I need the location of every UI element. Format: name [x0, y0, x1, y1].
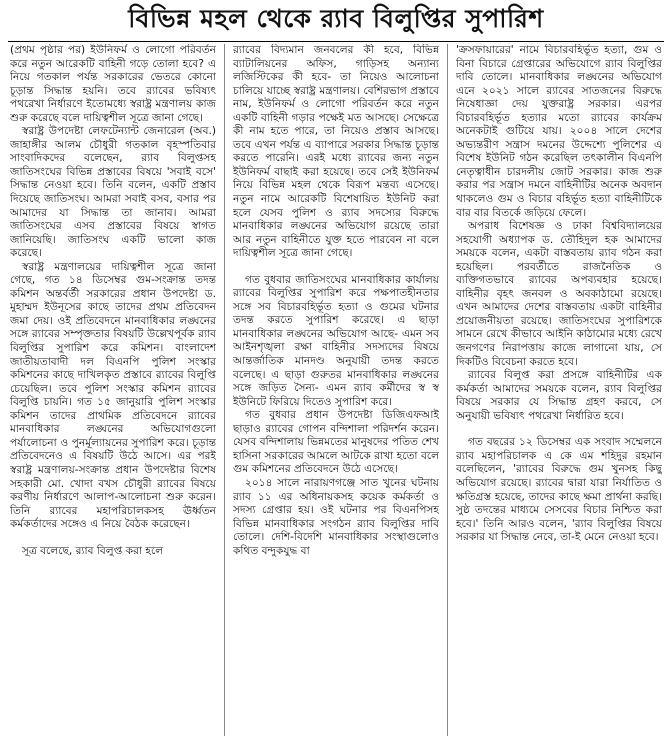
column-divider: [224, 44, 225, 736]
article-column-3: [456, 44, 662, 736]
paragraph: র‌্যাবের বিলুপ্ত করা প্রসঙ্গে বাহিনীটির এক কর্মকর্তা আমাদের সময়কে বলেন, র‌্যাব বিলুপ্তির বিষয়ে সরকার যে সিদ্ধান্ত গ্রহণ করবে, সে অনুযায়ী ভবিষ্যৎ পথরেখা নির্ধারিত হবে।: [456, 369, 662, 422]
column-divider: [447, 44, 448, 736]
paragraph: গত বুধবার জাতিসংঘের মানবাধিকার কার্যালয় র‌্যাবের বিলুপ্তির সুপারিশ করে পক্ষপাতহীনতার সঙ্গে সব বিচারবহির্ভূত হত্যা ও গুমের ঘটনার তদন্ত করতে সুপারিশ করেছে। এ ছাড়া মানবাধিকার লঙ্ঘনের অভিযোগ আছে- এমন সব আইনশৃঙ্খলা রক্ষা বাহিনীর সদস্যদের বিষয়ে আন্তর্জাতিক মানদণ্ড অনুযায়ী তদন্ত করতে বলেছে। এ ছাড়া গুরুতর মানবাধিকার লঙ্ঘনের সঙ্গে জড়িত সৈন্য- এমন র‌্যাব কর্মীদের স্ব স্ব ইউনিটে ফিরিয়ে দিতেও সুপারিশ করে।: [233, 273, 439, 408]
paragraph: অপরাধ বিশেষজ্ঞ ও ঢাকা বিশ্ববিদ্যালয়ের সহযোগী অধ্যাপক ড. তৌহিদুল হক আমাদের সময়কে বলেন, একটা বাস্তবতায় র‌্যাব গঠন করা হয়েছিল। পরবর্তীতে রাজনৈতিক ও ব্যক্তিগতভাবে র‌্যাবের অপব্যবহার হয়েছে। বাহিনীর বৃহৎ জনবল ও অবকাঠামো রয়েছে। এখন আমাদের দেশের বাস্তবতায় একটা বাহিনীর প্রয়োজনীয়তা রয়েছে। জাতিসংঘের সুপারিশকে সামনে রেখে কীভাবে আইনি কাঠামোর মধ্যে রেখে জনগণের নিরাপত্তায় কাজে লাগানো যায়, সে দিকটিও বিবেচনা করতে হবে।: [456, 220, 662, 368]
article-column-1: [10, 44, 216, 736]
paragraph: সূত্র বলেছে, র‌্যাব বিলুপ্ত করা হলে: [22, 544, 164, 557]
paragraph: 'ক্রসফায়ারের' নামে বিচারবহির্ভূত হত্যা, গুম ও বিনা বিচারে গ্রেপ্তারের অভিযোগে র‌্যাব বিলুপ্তির দাবি তোলে। মানবাধিকার লঙ্ঘনের অভিযোগ এনে ২০২১ সালে র‌্যাবের সাতজনের বিরুদ্ধে নিষেধাজ্ঞা দেয় যুক্তরাষ্ট্র সরকার। এরপর বিচারবহির্ভূত হত্যার মতো র‌্যাবের কার্যক্রম অনেকটাই গুটিয়ে যায়। ২০০৪ সালে দেশের অভ্যন্তরীণ সন্ত্রাস দমনের উদ্দেশ্যে পুলিশের এ বিশেষ ইউনিট গঠন করেছিল তৎকালীন বিএনপি নেতৃত্বাধীন চারদলীয় জোট সরকার। কাজ শুরু করার পর সন্ত্রাস দমনে বাহিনীটির অনেক অবদান থাকলেও গুম ও বিচার বহির্ভূত হত্যা বাহিনীটিকে বার বার বিতর্কে জড়িয়ে ফেলে।: [456, 44, 662, 219]
paragraph: ২০১৪ সালে নারায়ণগঞ্জে সাত খুনের ঘটনায় র‌্যাব ১১ এর অধিনায়কসহ কয়েক কর্মকর্তা ও সদস্য গ্রেপ্তার হয়। ওই ঘটনার পর বিএনপিসহ বিভিন্ন মানবাধিকার সংগঠন র‌্যাব বিলুপ্তির দাবি তোলে। দেশি-বিদেশি মানবাধিকার সংস্থাগুলোও কথিত বন্দুকযুদ্ধ বা: [233, 476, 439, 557]
headline: বিভিন্ন মহল থেকে র‌্যাব বিলুপ্তির সুপারিশ: [128, 3, 544, 33]
article-column-2: [233, 44, 439, 736]
paragraph: স্বরাষ্ট্র মন্ত্রণালয়ের দায়িত্বশীল সূত্রে জানা গেছে, গত ১৪ ডিসেম্বর গুম-সংক্রান্ত তদন্ত কমিশন অন্তর্বর্তী সরকারের প্রধান উপদেষ্টা ড. মুহাম্মদ ইউনূসের কাছে তাদের প্রথম প্রতিবেদন জমা দেয়। ওই প্রতিবেদনে মানবাধিকার লঙ্ঘনের সঙ্গে র‌্যাবের সম্পৃক্ততার বিষয়টি উল্লেখপূর্বক র‌্যাব বিলুপ্তির সুপারিশ করে কমিশন। বাংলাদেশ জাতীয়তাবাদী দল বিএনপি পুলিশ সংস্কার কমিশনের কাছে দাখিলকৃত প্রস্তাবে র‌্যাবের বিলুপ্তি চেয়েছিল। তবে পুলিশ সংস্কার কমিশন র‌্যাবের বিলুপ্তি চায়নি। গত ১৫ জানুয়ারি পুলিশ সংস্কার কমিশন তাদের প্রাথমিক প্রতিবেদনে র‌্যাবের মানবাধিকার লঙ্ঘনের অভিযোগগুলো পর্যালোচনা ও পুনর্মূল্যায়নের সুপারিশ করে। চূড়ান্ত প্রতিবেদনেও এ বিষয়টি উঠে আসে। এর পরই স্বরাষ্ট্র মন্ত্রণালয়-সংক্রান্ত প্রধান উপদেষ্টার বিশেষ সহকারী মো. খোদা বখস চৌধুরী র‌্যাবের বিষয়ে করণীয় নির্ধারণে আলাপ-আলোচনা শুরু করেন। তিনি র‌্যাবের মহাপরিচালকসহ ঊর্ধ্বতন কর্মকর্তাদের সঙ্গেও এ নিয়ে বৈঠক করেছেন।: [10, 260, 216, 531]
paragraph: (প্রথম পৃষ্ঠার পর) ইউনিফর্ম ও লোগো পরিবর্তন করে নতুন আরেকটি বাহিনী গড়ে তোলা হবে? এ নিয়ে গতকাল পর্যন্ত সরকারের ভেতরে কোনো চূড়ান্ত সিদ্ধান্ত হয়নি। তবে র‌্যাবের ভবিষ্যৎ পথরেখা নির্ধারণে ইতোমধ্যে স্বরাষ্ট্র মন্ত্রণালয় কাজ শুরু করেছে বলে দায়িত্বশীল সূত্রে জানা গেছে।: [10, 44, 216, 124]
paragraph: স্বরাষ্ট্র উপদেষ্টা লেফটেন্যান্ট জেনারেল (অব.) জাহাঙ্গীর আলম চৌধুরী গতকাল বৃহস্পতিবার সাংবাদিকদের বলেছেন, র‌্যাব বিলুপ্তসহ জাতিসংঘের বিভিন্ন প্রস্তাবের বিষয়ে 'সবাই বসে' সিদ্ধান্ত নেওয়া হবে। তিনি বলেন, একটি প্রস্তাব দিয়েছে জাতিসংঘ। আমরা সবাই বসব, বসার পর আমাদের যা সিদ্ধান্ত তা জানাব। আমরা জাতিসংঘের এসব প্রস্তাবের বিষয়ে স্বাগত জানিয়েছি। জাতিসংঘ একটি ভালো কাজ করেছে।: [10, 125, 216, 260]
headline-rule: [8, 41, 664, 42]
paragraph: র‌্যাবের বিদ্যমান জনবলের কী হবে, বিভিন্ন ব্যাটালিয়নের অফিস, গাড়িসহ অন্যান্য লজিস্টিকের কী হবে- তা নিয়েও আলোচনা চালিয়ে যাচ্ছে স্বরাষ্ট্র মন্ত্রণালয়। বেশিরভাগ প্রস্তাবে নাম, ইউনিফর্ম ও লোগো পরিবর্তন করে নতুন একটি বাহিনী গড়ার পক্ষেই মত আসছে। সেক্ষেত্রে কী নাম হতে পারে, তা নিয়েও প্রস্তাব আসছে। তবে এখন পর্যন্ত এ ব্যাপারে সরকার সিদ্ধান্ত চূড়ান্ত করতে পারেনি। এরই মধ্যে র‌্যাবের জন্য নতুন ইউনিফর্ম বাছাই করা হয়েছে। তবে সেই ইউনিফর্ম নিয়ে বিভিন্ন মহল থেকে বিরূপ মন্তব্য এসেছে। নতুন নামে আরেকটি বিশেষায়িত ইউনিট করা হলে যেসব পুলিশ ও র‌্যাব সদস্যের বিরুদ্ধে মানবাধিকার লঙ্ঘনের অভিযোগ রয়েছে তারা আর নতুন বাহিনীতে যুক্ত হতে পারবেন না বলে দায়িত্বশীল সূত্রে জানা গেছে।: [233, 44, 439, 260]
paragraph: গত বছরের ১২ ডিসেম্বর এক সংবাদ সম্মেলনে র‌্যাব মহাপরিচালক এ কে এম শহিদুর রহমান বলেছিলেন, 'র‌্যাবের বিরুদ্ধে গুম খুনসহ কিছু অভিযোগ রয়েছে। র‌্যাবের দ্বারা যারা নির্যাতিত ও ক্ষতিগ্রস্ত হয়েছে, তাদের কাছে ক্ষমা প্রার্থনা করছি। সুষ্ঠ তদন্তের মাধ্যমে সেসবের বিচার নিশ্চিত করা হবে।' তিনি আরও বলেন, 'র‌্যাব বিলুপ্তির বিষয়ে সরকার যা সিদ্ধান্ত নেবে, তা-ই মেনে নেওয়া হবে।: [456, 436, 662, 544]
paragraph: গত বুধবার প্রধান উপদেষ্টা ডিজিএফআই ছাড়াও র‌্যাবের গোপন বন্দিশালা পরিদর্শন করেন। যেসব বন্দিশালায় ভিন্নমতের মানুষদের পতিত শেখ হাসিনা সরকারের আমলে আটকে রাখা হতো বলে গুম কমিশনের প্রতিবেদনে উঠে এসেছে।: [233, 409, 439, 476]
